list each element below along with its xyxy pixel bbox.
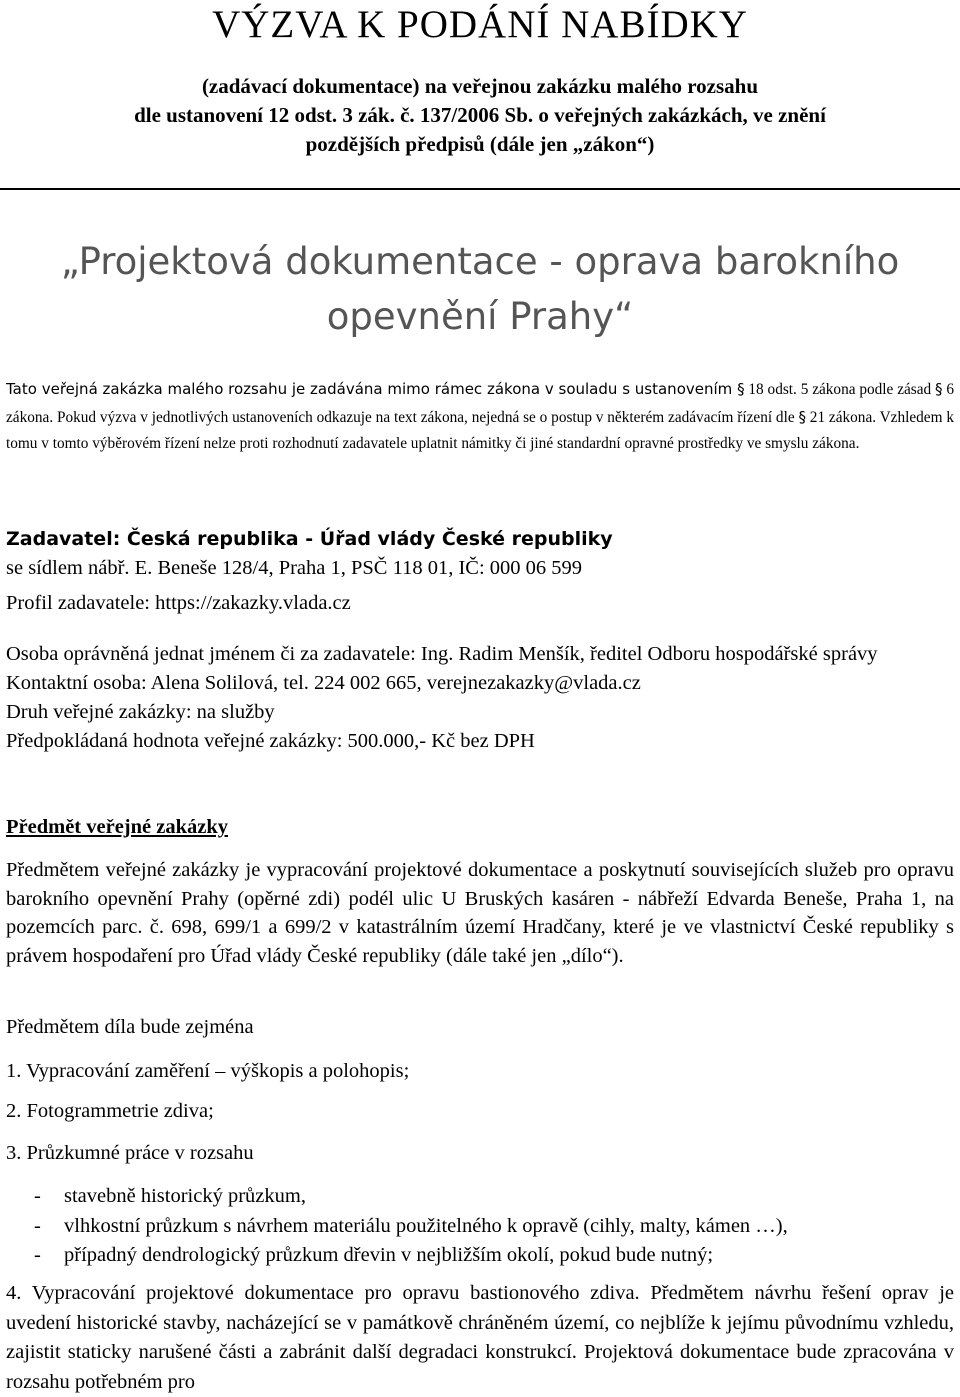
list-item-text: Vypracování projektové dokumentace pro opravu bastionového zdiva. Předmětem návrhu řešení oprav je uvedení historické stavby, nacházející se v památkově chráněném území, co nejblíže k jejímu původnímu vzhledu, zajistit staticky narušené části a zabránit další degradaci konstrukcí. Projektová dokumentace bude zpracována v rozsahu potřebném pro: [6, 1282, 954, 1393]
contracting-authority: [6, 525, 954, 583]
intro-text: 21 zákona.: [805, 408, 877, 426]
horizontal-divider: [0, 188, 960, 190]
subtitle-line: (zadávací dokumentace) na veřejnou zakázku malého rozsahu: [201, 74, 759, 98]
list-item-text: vlhkostní průzkum s návrhem materiálu použitelného k opravě (cihly, malty, kámen …),: [64, 1214, 788, 1237]
subject-heading: Předmět veřejné zakázky: [6, 816, 228, 838]
intro-paragraph: [6, 376, 954, 458]
contact-person: Kontaktní osoba: Alena Solilová, tel. 224 002 665, verejnezakazky@vlada.cz: [6, 672, 641, 694]
document-subtitle: [0, 72, 960, 159]
dash-bullet: -: [34, 1185, 41, 1207]
list-item-text: stavebně historický průzkum,: [64, 1185, 306, 1207]
list-item: 2. Fotogrammetrie zdiva;: [6, 1100, 214, 1122]
intro-text: Vzhledem k tomu v tomto výběrovém řízení nelze proti rozhodnutí zadavatele uplatnit námitky či jiné standardní opravné prostředky ve smyslu zákona.: [6, 408, 954, 452]
intro-text: Tato veřejná zakázka malého rozsahu je zadávána mimo rámec zákona v souladu s ustanovením: [6, 380, 738, 398]
items-intro: Předmětem díla bude zejména: [6, 1016, 254, 1038]
subject-paragraph: Předmětem veřejné zakázky je vypracování projektové dokumentace a poskytnutí souvisejících služeb pro opravu barokního opevnění Prahy (opěrné zdi) podél ulic U Bruských kasáren - nábřeží Edvarda Beneše, Praha 1, na pozemcích parc. č. 698, 699/1 a 699/2 v katastrálním území Hradčany, které je ve vlastnictví České republiky s právem hospodaření pro Úřad vlády České republiky (dále také jen „dílo“).: [6, 859, 954, 967]
authority-profile: Profil zadavatele: https://zakazky.vlada.cz: [6, 592, 351, 614]
dash-bullet: -: [34, 1214, 41, 1237]
project-name: [0, 234, 960, 344]
document-title: VÝZVA K PODÁNÍ NABÍDKY: [212, 3, 748, 46]
work-item-list: [6, 1097, 954, 1126]
list-item-number: 4.: [6, 1282, 22, 1304]
intro-text: Pokud výzva v jednotlivých ustanoveních odkazuje na text zákona, nejedná se o postup v některém zadávacím řízení dle: [53, 408, 799, 426]
project-name-line: „Projektová dokumentace - oprava barokního: [60, 240, 900, 283]
intro-text: 18 odst. 5 zákona podle zásad: [744, 381, 936, 398]
work-item-list: [6, 1057, 954, 1086]
estimated-value: Předpokládaná hodnota veřejné zakázky: 500.000,- Kč bez DPH: [6, 730, 535, 752]
contracting-authority-label: Zadavatel: Česká republika - Úřad vlády České republiky: [6, 528, 613, 550]
dash-bullet: -: [34, 1244, 41, 1266]
work-item-list: [6, 1139, 954, 1168]
list-item: 1. Vypracování zaměření – výškopis a polohopis;: [6, 1060, 410, 1082]
list-item: [6, 1241, 954, 1271]
contracting-authority-address: se sídlem nábř. E. Beneše 128/4, Praha 1, PSČ 118 01, IČ: 000 06 599: [6, 557, 583, 579]
authorized-person: Osoba oprávněná jednat jménem či za zadavatele: Ing. Radim Menšík, ředitel Odboru hospodářské správy: [6, 643, 878, 665]
contract-type: Druh veřejné zakázky: na služby: [6, 701, 275, 723]
survey-dash-list: [6, 1182, 954, 1271]
list-item: [6, 1182, 954, 1212]
section-sign: §: [798, 407, 806, 426]
intro-text: 6 zákona.: [6, 381, 955, 426]
list-item: 3. Průzkumné práce v rozsahu: [6, 1142, 254, 1164]
list-item: [6, 1212, 954, 1242]
section-sign: §: [737, 380, 745, 398]
contact-details: [6, 640, 954, 756]
subtitle-line: dle ustanovení 12 odst. 3 zák. č. 137/2006 Sb. o veřejných zakázkách, ve znění: [134, 103, 826, 127]
list-item-text: případný dendrologický průzkum dřevin v nejbližším okolí, pokud bude nutný;: [64, 1244, 714, 1266]
project-name-line: opevnění Prahy“: [326, 295, 634, 338]
work-item-4: [6, 1279, 954, 1397]
subtitle-line: pozdějších předpisů (dále jen „zákon“): [305, 132, 655, 156]
section-sign: §: [935, 380, 943, 398]
